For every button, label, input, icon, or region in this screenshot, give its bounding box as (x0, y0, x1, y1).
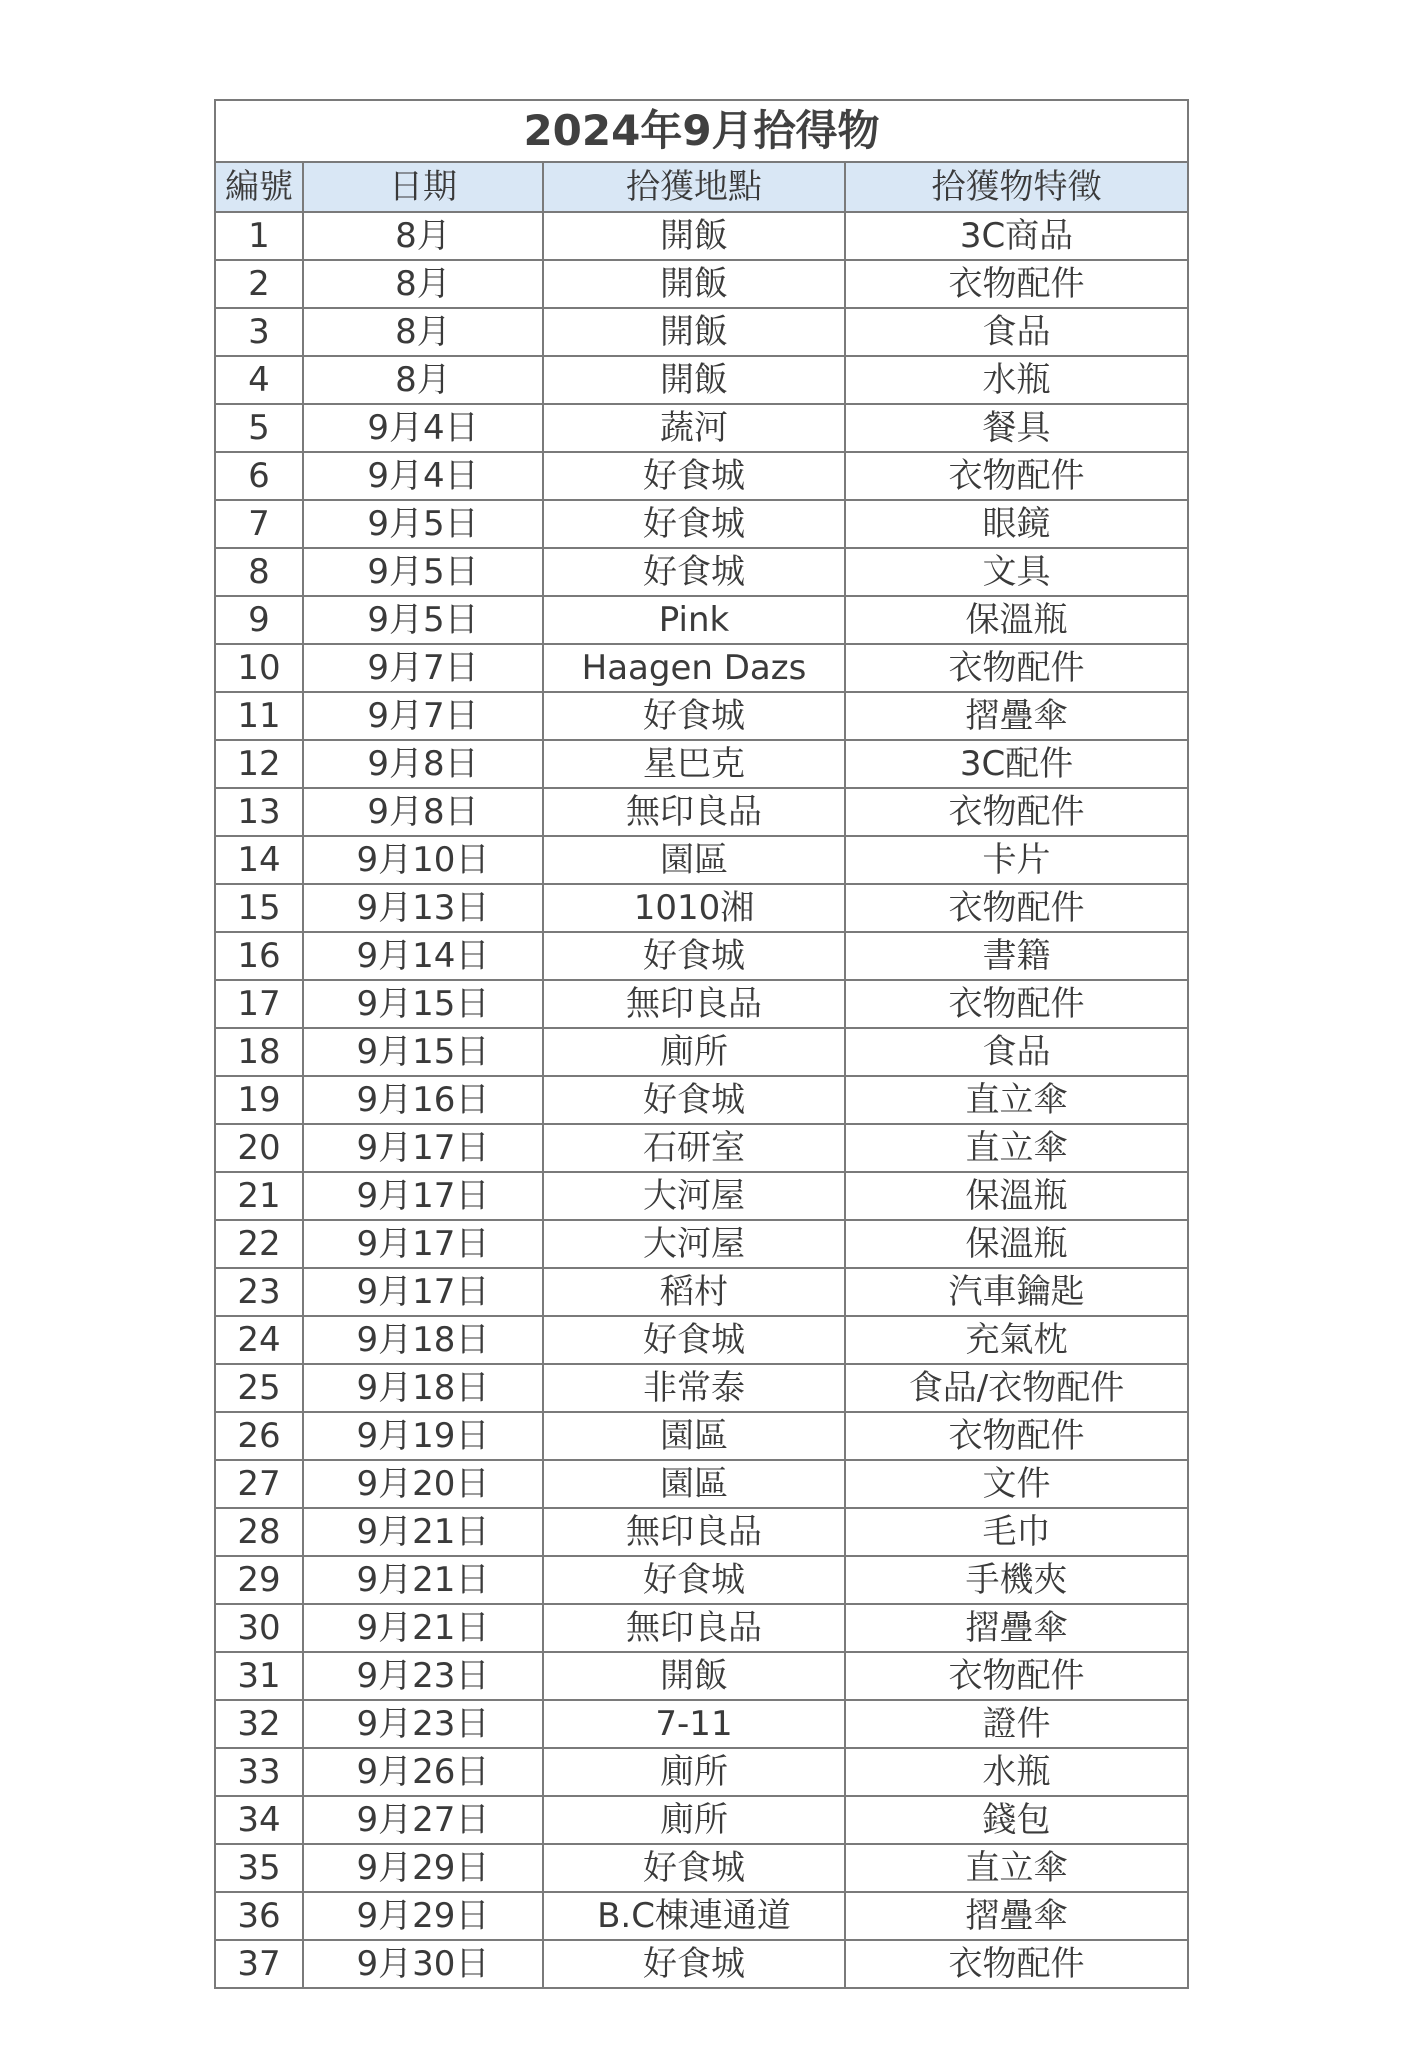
cell-number: 9 (215, 596, 303, 644)
cell-item: 證件 (845, 1700, 1188, 1748)
cell-number: 16 (215, 932, 303, 980)
cell-date: 9月5日 (303, 548, 543, 596)
cell-location: 無印良品 (543, 788, 845, 836)
cell-location: 好食城 (543, 1076, 845, 1124)
cell-number: 31 (215, 1652, 303, 1700)
cell-number: 35 (215, 1844, 303, 1892)
cell-item: 食品 (845, 1028, 1188, 1076)
cell-item: 文件 (845, 1460, 1188, 1508)
cell-item: 衣物配件 (845, 1940, 1188, 1988)
table-row (215, 452, 1188, 500)
table-row (215, 1748, 1188, 1796)
table-row (215, 1892, 1188, 1940)
cell-location: 好食城 (543, 692, 845, 740)
cell-location: Pink (543, 596, 845, 644)
cell-date: 9月4日 (303, 404, 543, 452)
cell-date: 9月20日 (303, 1460, 543, 1508)
cell-date: 9月17日 (303, 1220, 543, 1268)
cell-number: 34 (215, 1796, 303, 1844)
table-row (215, 980, 1188, 1028)
cell-date: 9月8日 (303, 788, 543, 836)
cell-item: 文具 (845, 548, 1188, 596)
cell-location: 好食城 (543, 1940, 845, 1988)
cell-number: 27 (215, 1460, 303, 1508)
cell-number: 11 (215, 692, 303, 740)
cell-location: 園區 (543, 1412, 845, 1460)
table-row (215, 1604, 1188, 1652)
cell-date: 9月29日 (303, 1844, 543, 1892)
cell-date: 9月5日 (303, 500, 543, 548)
cell-date: 9月13日 (303, 884, 543, 932)
cell-date: 9月15日 (303, 980, 543, 1028)
cell-item: 摺疊傘 (845, 1604, 1188, 1652)
cell-location: 好食城 (543, 1316, 845, 1364)
cell-location: 大河屋 (543, 1172, 845, 1220)
cell-item: 卡片 (845, 836, 1188, 884)
header-item-features: 拾獲物特徵 (845, 162, 1188, 212)
cell-date: 9月5日 (303, 596, 543, 644)
cell-item: 衣物配件 (845, 260, 1188, 308)
cell-item: 食品 (845, 308, 1188, 356)
cell-number: 5 (215, 404, 303, 452)
cell-item: 手機夾 (845, 1556, 1188, 1604)
cell-item: 食品/衣物配件 (845, 1364, 1188, 1412)
cell-number: 24 (215, 1316, 303, 1364)
cell-location: 無印良品 (543, 1604, 845, 1652)
cell-date: 9月17日 (303, 1124, 543, 1172)
table-row (215, 1940, 1188, 1988)
table-row (215, 1652, 1188, 1700)
cell-location: 1010湘 (543, 884, 845, 932)
table-row (215, 596, 1188, 644)
cell-number: 20 (215, 1124, 303, 1172)
cell-number: 23 (215, 1268, 303, 1316)
table-row (215, 788, 1188, 836)
cell-date: 9月15日 (303, 1028, 543, 1076)
cell-location: 無印良品 (543, 1508, 845, 1556)
cell-number: 15 (215, 884, 303, 932)
cell-location: 園區 (543, 836, 845, 884)
cell-item: 3C商品 (845, 212, 1188, 260)
table-row (215, 1844, 1188, 1892)
table-row (215, 1124, 1188, 1172)
cell-item: 眼鏡 (845, 500, 1188, 548)
cell-number: 36 (215, 1892, 303, 1940)
cell-item: 保溫瓶 (845, 1172, 1188, 1220)
cell-number: 7 (215, 500, 303, 548)
cell-date: 9月17日 (303, 1268, 543, 1316)
cell-location: 無印良品 (543, 980, 845, 1028)
cell-location: 開飯 (543, 308, 845, 356)
cell-date: 8月 (303, 308, 543, 356)
table-row (215, 404, 1188, 452)
cell-date: 9月26日 (303, 1748, 543, 1796)
cell-number: 8 (215, 548, 303, 596)
cell-number: 12 (215, 740, 303, 788)
header-number: 編號 (215, 162, 303, 212)
lost-items-table (214, 99, 1189, 1989)
cell-item: 衣物配件 (845, 884, 1188, 932)
cell-location: 廁所 (543, 1028, 845, 1076)
cell-date: 9月21日 (303, 1508, 543, 1556)
table-row (215, 1460, 1188, 1508)
cell-date: 9月7日 (303, 644, 543, 692)
table-body (215, 212, 1188, 1988)
cell-location: B.C棟連通道 (543, 1892, 845, 1940)
cell-location: 蔬河 (543, 404, 845, 452)
cell-item: 保溫瓶 (845, 596, 1188, 644)
table-row (215, 1700, 1188, 1748)
cell-number: 21 (215, 1172, 303, 1220)
cell-number: 4 (215, 356, 303, 404)
cell-item: 汽車鑰匙 (845, 1268, 1188, 1316)
cell-location: 大河屋 (543, 1220, 845, 1268)
cell-item: 充氣枕 (845, 1316, 1188, 1364)
cell-date: 9月19日 (303, 1412, 543, 1460)
cell-date: 9月21日 (303, 1604, 543, 1652)
cell-number: 30 (215, 1604, 303, 1652)
cell-date: 9月27日 (303, 1796, 543, 1844)
cell-date: 9月10日 (303, 836, 543, 884)
title-row (215, 100, 1188, 162)
cell-item: 毛巾 (845, 1508, 1188, 1556)
table-row (215, 644, 1188, 692)
cell-location: 7-11 (543, 1700, 845, 1748)
cell-item: 餐具 (845, 404, 1188, 452)
table-row (215, 1412, 1188, 1460)
table-row (215, 1028, 1188, 1076)
cell-item: 摺疊傘 (845, 692, 1188, 740)
cell-item: 衣物配件 (845, 1652, 1188, 1700)
cell-date: 9月23日 (303, 1700, 543, 1748)
cell-item: 錢包 (845, 1796, 1188, 1844)
table-row (215, 1508, 1188, 1556)
cell-number: 2 (215, 260, 303, 308)
cell-date: 9月17日 (303, 1172, 543, 1220)
cell-item: 衣物配件 (845, 788, 1188, 836)
table-row (215, 356, 1188, 404)
cell-item: 直立傘 (845, 1124, 1188, 1172)
cell-item: 水瓶 (845, 356, 1188, 404)
cell-item: 直立傘 (845, 1844, 1188, 1892)
table-row (215, 836, 1188, 884)
cell-number: 3 (215, 308, 303, 356)
cell-item: 保溫瓶 (845, 1220, 1188, 1268)
cell-item: 衣物配件 (845, 1412, 1188, 1460)
header-location: 拾獲地點 (543, 162, 845, 212)
cell-number: 32 (215, 1700, 303, 1748)
cell-location: 稻村 (543, 1268, 845, 1316)
cell-location: 廁所 (543, 1796, 845, 1844)
cell-number: 1 (215, 212, 303, 260)
cell-number: 17 (215, 980, 303, 1028)
cell-item: 3C配件 (845, 740, 1188, 788)
cell-number: 14 (215, 836, 303, 884)
header-row (215, 162, 1188, 212)
table-row (215, 740, 1188, 788)
cell-item: 摺疊傘 (845, 1892, 1188, 1940)
cell-item: 直立傘 (845, 1076, 1188, 1124)
cell-location: 好食城 (543, 932, 845, 980)
table-row (215, 1364, 1188, 1412)
table-row (215, 1268, 1188, 1316)
cell-location: 開飯 (543, 356, 845, 404)
table-row (215, 212, 1188, 260)
cell-location: 好食城 (543, 1556, 845, 1604)
cell-date: 9月16日 (303, 1076, 543, 1124)
cell-date: 9月4日 (303, 452, 543, 500)
cell-location: 好食城 (543, 1844, 845, 1892)
table-row (215, 308, 1188, 356)
cell-number: 18 (215, 1028, 303, 1076)
cell-item: 衣物配件 (845, 980, 1188, 1028)
cell-location: 石研室 (543, 1124, 845, 1172)
table-row (215, 1220, 1188, 1268)
cell-date: 9月29日 (303, 1892, 543, 1940)
table-row (215, 1316, 1188, 1364)
cell-location: 開飯 (543, 260, 845, 308)
cell-date: 9月18日 (303, 1316, 543, 1364)
cell-location: 園區 (543, 1460, 845, 1508)
cell-item: 書籍 (845, 932, 1188, 980)
cell-date: 9月18日 (303, 1364, 543, 1412)
table-row (215, 1172, 1188, 1220)
cell-location: 廁所 (543, 1748, 845, 1796)
header-date: 日期 (303, 162, 543, 212)
cell-number: 28 (215, 1508, 303, 1556)
cell-location: Haagen Dazs (543, 644, 845, 692)
table-row (215, 884, 1188, 932)
cell-date: 8月 (303, 260, 543, 308)
cell-item: 水瓶 (845, 1748, 1188, 1796)
cell-number: 22 (215, 1220, 303, 1268)
cell-location: 星巴克 (543, 740, 845, 788)
cell-location: 好食城 (543, 452, 845, 500)
cell-number: 19 (215, 1076, 303, 1124)
cell-date: 9月30日 (303, 1940, 543, 1988)
cell-location: 好食城 (543, 500, 845, 548)
cell-location: 非常泰 (543, 1364, 845, 1412)
cell-item: 衣物配件 (845, 644, 1188, 692)
cell-number: 37 (215, 1940, 303, 1988)
cell-number: 13 (215, 788, 303, 836)
cell-number: 29 (215, 1556, 303, 1604)
table-row (215, 260, 1188, 308)
cell-number: 6 (215, 452, 303, 500)
cell-date: 8月 (303, 356, 543, 404)
table-title: 2024年9月拾得物 (215, 100, 1188, 162)
cell-date: 9月7日 (303, 692, 543, 740)
table-row (215, 932, 1188, 980)
cell-item: 衣物配件 (845, 452, 1188, 500)
table-row (215, 1076, 1188, 1124)
table-row (215, 692, 1188, 740)
cell-date: 9月8日 (303, 740, 543, 788)
cell-number: 10 (215, 644, 303, 692)
cell-number: 26 (215, 1412, 303, 1460)
cell-location: 好食城 (543, 548, 845, 596)
table-row (215, 1556, 1188, 1604)
cell-number: 33 (215, 1748, 303, 1796)
cell-date: 8月 (303, 212, 543, 260)
cell-location: 開飯 (543, 212, 845, 260)
cell-date: 9月23日 (303, 1652, 543, 1700)
table-row (215, 500, 1188, 548)
table-row (215, 1796, 1188, 1844)
table-row (215, 548, 1188, 596)
cell-number: 25 (215, 1364, 303, 1412)
cell-location: 開飯 (543, 1652, 845, 1700)
cell-date: 9月21日 (303, 1556, 543, 1604)
cell-date: 9月14日 (303, 932, 543, 980)
